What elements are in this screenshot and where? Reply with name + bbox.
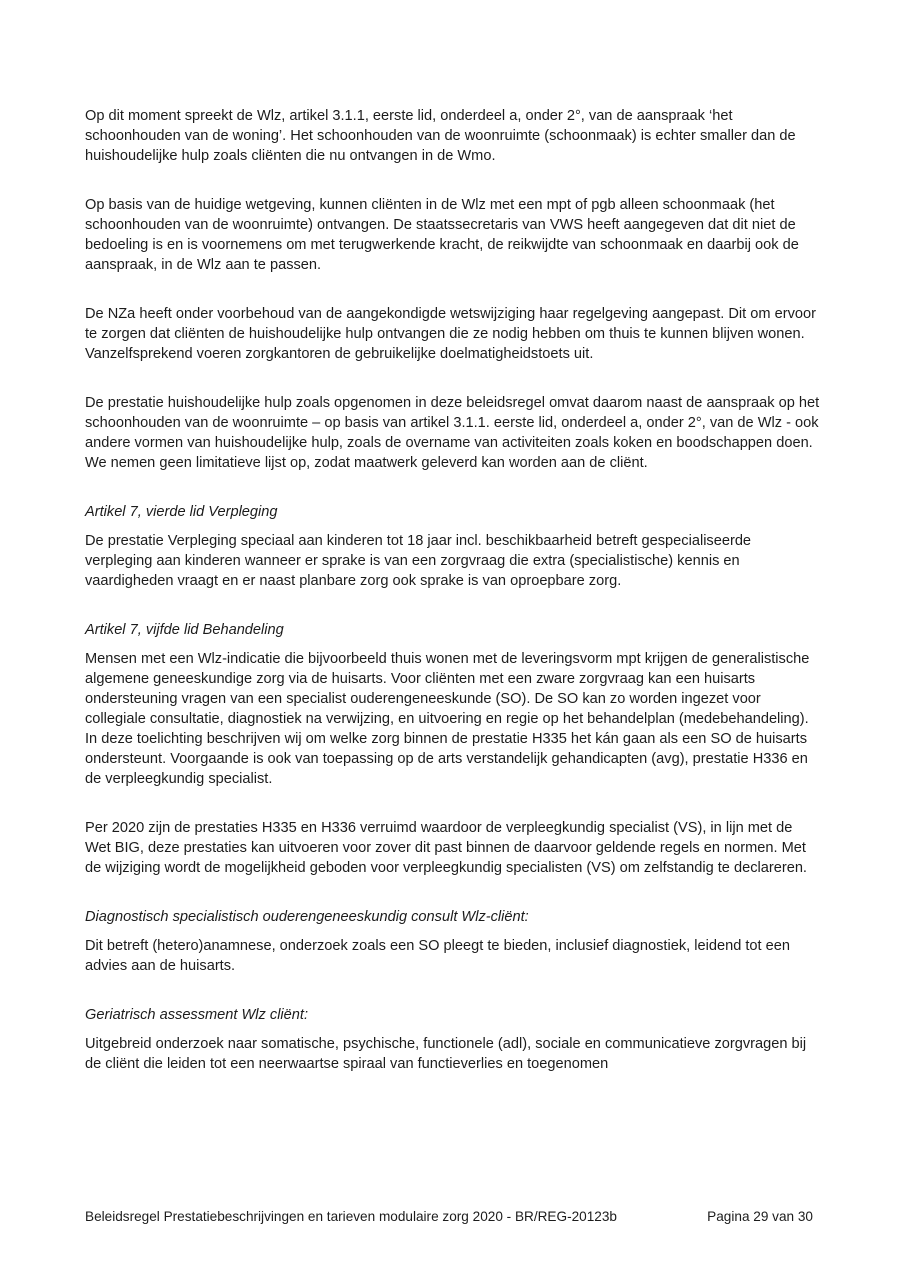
footer-document-title: Beleidsregel Prestatiebeschrijvingen en tarieven modulaire zorg 2020 - BR/REG-20123b (85, 1209, 617, 1224)
paragraph-heteroanamnese: Dit betreft (hetero)anamnese, onderzoek zoals een SO pleegt te bieden, inclusief diagnostiek, leidend tot een advies aan de huisarts. (85, 938, 790, 974)
paragraph-huidige-wetgeving: Op basis van de huidige wetgeving, kunnen cliënten in de Wlz met een mpt of pgb alleen schoonmaak (het schoonhouden van de woonruimte) ontvangen. De staatssecretaris van VWS heeft aangegeven dat dit niet de bedoeling is en is voornemens om met terugwerkende kracht, de reikwijdte van schoonmaak en daarbij ook de aanspraak, in de Wlz aan te passen. (85, 197, 799, 273)
paragraph-verpleging-speciaal: De prestatie Verpleging speciaal aan kinderen tot 18 jaar incl. beschikbaarheid betreft gespecialiseerde verpleging aan kinderen wanneer er sprake is van een zorgvraag die extra (specialistische) kennis en vaardigheden vraagt en er naast planbare zorg ook sprake is van oproepbare zorg. (85, 533, 752, 589)
paragraph-prestatie-huishoudelijke-hulp: De prestatie huishoudelijke hulp zoals opgenomen in deze beleidsregel omvat daarom naast de aanspraak op het schoonhouden van de woonruimte – op basis van artikel 3.1.1. eerste lid, onderdeel a, onder 2°, van de Wlz - ook andere vormen van huishoudelijke hulp, zoals de overname van activiteiten zoals koken en boodschappen doen. We nemen geen limitatieve lijst op, zodat maatwerk geleverd kan worden aan de cliënt. (85, 395, 820, 471)
footer-page-number: Pagina 29 van 30 (707, 1209, 813, 1224)
document-body (85, 106, 822, 1103)
paragraph-nza-regelgeving: De NZa heeft onder voorbehoud van de aangekondigde wetswijziging haar regelgeving aangepast. Dit om ervoor te zorgen dat cliënten de huishoudelijke hulp ontvangen die ze nodig hebben om thuis te kunnen blijven wonen. Vanzelfsprekend voeren zorgkantoren de gebruikelijke doelmatigheidstoets uit. (85, 306, 816, 362)
section-heading-diagnostisch-consult: Diagnostisch specialistisch ouderengeneeskundig consult Wlz-cliënt: (85, 909, 529, 925)
paragraph-prestaties-verruimd: Per 2020 zijn de prestaties H335 en H336 verruimd waardoor de verpleegkundig specialist (VS), in lijn met de Wet BIG, deze prestaties kan uitvoeren voor zover dit past binnen de daarvoor geldende regels en normen. Met de wijziging wordt de mogelijkheid geboden voor verpleegkundig specialisten (VS) om zelfstandig te declareren. (85, 820, 807, 876)
paragraph-aanspraak-schoonhouden: Op dit moment spreekt de Wlz, artikel 3.1.1, eerste lid, onderdeel a, onder 2°, van de aanspraak ‘het schoonhouden van de woning’. Het schoonhouden van de woonruimte (schoonmaak) is echter smaller dan de huishoudelijke hulp zoals cliënten die nu ontvangen in de Wmo. (85, 108, 796, 164)
section-heading-artikel7-vierde-lid: Artikel 7, vierde lid Verpleging (85, 504, 278, 520)
paragraph-uitgebreid-onderzoek: Uitgebreid onderzoek naar somatische, psychische, functionele (adl), sociale en communicatieve zorgvragen bij de cliënt die leiden tot een neerwaartse spiraal van functieverlies en toegenomen (85, 1036, 807, 1072)
section-heading-artikel7-vijfde-lid: Artikel 7, vijfde lid Behandeling (85, 622, 284, 638)
page-footer (85, 1208, 813, 1226)
paragraph-behandeling-so: Mensen met een Wlz-indicatie die bijvoorbeeld thuis wonen met de leveringsvorm mpt krijgen de generalistische algemene geneeskundige zorg via de huisarts. Voor cliënten met een zware zorgvraag kan een huisarts ondersteuning vragen van een specialist ouderengeneeskunde (SO). De SO kan zo worden ingezet voor collegiale consultatie, diagnostiek na verwijzing, en uitvoering en regie op het behandelplan (medebehandeling). In deze toelichting beschrijven wij om welke zorg binnen de prestatie H335 het kán gaan als een SO de huisarts ondersteunt. Voorgaande is ook van toepassing op de arts verstandelijk gehandicapten (avg), prestatie H336 en de verpleegkundig specialist. (85, 651, 810, 787)
section-heading-geriatrisch-assessment: Geriatrisch assessment Wlz cliënt: (85, 1007, 309, 1023)
